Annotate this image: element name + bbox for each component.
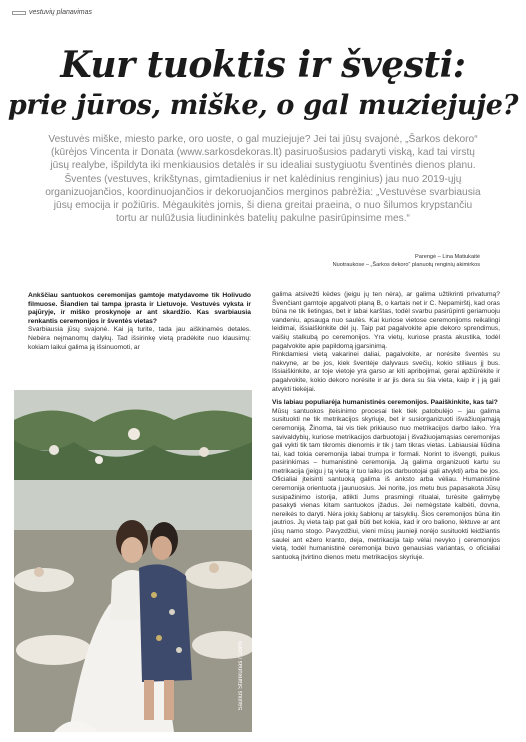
left-column [28, 292, 251, 352]
photo-credit: Nuotraukose – „Šarkos dekoro“ planuotų renginių akimirkos [332, 262, 480, 268]
wedding-photo [14, 390, 252, 732]
answer-paragraph-1: galima atsivežti kėdes (jeigu jų ten nėra), ar galima užtikrinti privatumą? Švenčiant gamtoje apgalvoti planą B, o kartais net ir C. Nepamirštį, kad oras būna ne tik lietingas, bet ir labai karštas, todėl svarbu pasirūpinti geriamuoju vandeniu, apsauga nuo saulės. Kai kuriose vietose ceremonijoms reikalingi leidimai, išsiaiškinkite dėl jų. Taip pat pagalvokite apie dekoro sprendimus, vaišių stalkubą po ceremonijos. Yra vietų, kuriose prasta akustika, todėl pagalvokite apie papildomą įgarsinimą. [272, 291, 500, 350]
section-marker [12, 11, 26, 15]
headline-line-1: Kur tuoktis ir švęsti: [60, 44, 466, 86]
wedding-photo-illustration [14, 390, 252, 732]
interview-question-2: Vis labiau populiarėja humanistinės ceremonijos. Paaiškinkite, kas tai? [272, 399, 498, 407]
headline-line-2: prie jūros, miške, o gal muziejuje? [7, 90, 519, 121]
interview-question-1: Ankščiau santuokos ceremonijas gamtoje matydavome tik Holivudo filmuose. Šiandien tai tampa įprasta ir Lietuvoje. Vestuvės vyksta ir pajūryje, ir miško proskynoje ar ant skardžio. Kas svarbiausia renkantis ceremonijos ir šventės vietas? [28, 292, 251, 325]
article-credits [200, 253, 480, 269]
lead-paragraph: Vestuvės miške, miesto parke, oro uoste, o gal muziejuje? Jei tai jūsų svajonė, „Šarkos dekoro“ (kūrėjos Vincenta ir Donata (www.sarkosdekoras.lt) pasiruošusios padaryti viską, kad tai virstų jūsų realybe, išpildyta iki menkiausios detalės ir su idealiai sustygiuotu šventinės dienos planu. Šventes (vestuves, krikštynas, gimtadienius ir net kalėdinius renginius) jau nuo 2019-ųjų organizuojančios, koordinuojančios ir dekoruojančios merginos pabrėžia: „Vestuvėse svarbiausia jūsų emocija ir požiūris. Mėgaukitės jomis, ši diena greitai praeina, o nuo šilumos krypstančiu tortu ar nulūžusia liudininkės batelių pakulne pasirūpinsime mes.“ [45, 134, 481, 225]
section-label: vestuvių planavimas [29, 9, 93, 16]
photo-caption: Saulius Stankūnas / Dorfo [238, 640, 244, 710]
interview-answer-1: Svarbiausia jūsų svajonė. Kai ją turite, tada jau aiškinamės detales. Nebėra neįmanomų dalykų. Tad išsirinkę vietą pradėkite nuo klausimų: kokiam laikui galima ją išsinuomoti, ar [28, 326, 251, 351]
section-tag [12, 9, 92, 16]
author-credit: Parengė – Lina Matiukaitė [415, 254, 480, 260]
answer-paragraph-2: Rinkdamiesi vietą vakarinei daliai, pagalvokite, ar norėsite šventės su nakvyne, ar be jos, kiek šventėje dalyvaus svečių, kokio stiliaus jį bus. Išsiaiškinkite, ar toje vietoje yra garso ar kiti apribojimai, gerai apžiūrėkite ir pagalvokite, kokio dekoro norėsite ir ar jis dera su šia vieta, kaip ir į ją gali atvykti tiekėjai. [272, 351, 500, 393]
answer-paragraph-3: Mūsų santuokos įteisinimo procesai tiek tiek patobulėjo – jau galima susituokti ne tik metrikacijos skyriuje, bet ir susiorganizuoti išvažiuojamąją ceremoniją. Žinoma, tai vis tiek prikiauso nuo metrikacijos darbo laiko. Yra savivaldybių, kuriose metrikacijos darbuotojai į išvažiuojamąsias ceremonijas gali vykti tik tam tikromis dienomis ir tik į tam tikras vietas. Labiausiai liūdina tai, kad tokia ceremonija labai trumpa ir formali. Norint to išvengti, puikus pasirinkimas – humanistinė ceremonija. Ją galima organizuoti kartu su metrikacija (jeigu į tą vietą ir tuo laiku jos darbuotojai gali atvykti) arba be jos. Oficialiai įteisinti santuoką galima iš anksto arba vėliau. Humanistinė ceremonija orientuota į jaunuosius. Jei norite, jos metu bus papasakota Jūsų susipažinimo istorija, atlikti Jums prasmingi ritualai, turėsite galimybę pasakyti vienas kitam santuokos įžadus. Jei nemėgstate kalbėti, dovna, nereikės to daryti. Nėra jokių šablonų ar taisyklių. Šios ceremonijos būna itin jautrios. Jų vieta taip pat gali būti bet kokia, kad ir oro baliono, lėktuve ar ant jūsų namo stogo. Pavyzdžiui, vieni mūsų jaunieji norėjo susituokti leidžiantis saulei ant ežero kranto, deja, metrikacija taip vėlai nevyko į ceremonijos vietą, todėl humanistinė ceremonija buvo genausias variantas, o oficialiai santuoką įtvirtino dienos metu metrikacijos skyriuje. [272, 407, 500, 561]
right-column [272, 291, 500, 562]
